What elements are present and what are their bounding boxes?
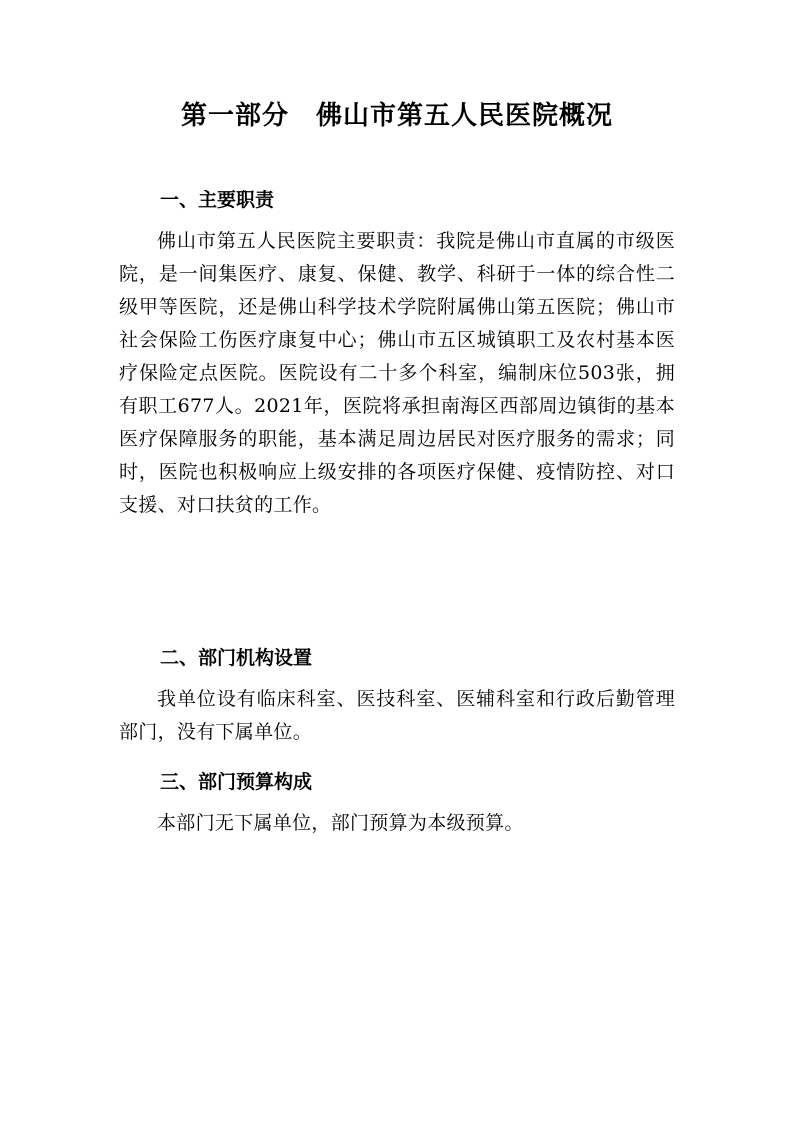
section-heading-budget-composition: 三、部门预算构成 <box>160 771 313 793</box>
section-body-budget-composition: 本部门无下属单位，部门预算为本级预算。 <box>157 812 524 834</box>
section-heading-organization: 二、部门机构设置 <box>160 647 313 669</box>
section-body-main-duties: 佛山市第五人民医院主要职责：我院是佛山市直属的市级医院，是一间集医疗、康复、保健、教学、科研于一体的综合性二级甲等医院，还是佛山科学技术学院附属佛山第五医院；佛山市社会保险工伤医疗康复中心；佛山市五区城镇职工及农村基本医疗保险定点医院。医院设有二十多个科室，编制床位503张，拥有职工677人。2021年，医院将承担南海区西部周边镇街的基本医疗保障服务的职能，基本满足周边居民对医疗服务的需求；同时，医院也积极响应上级安排的各项医疗保健、疫情防控、对口支援、对口扶贫的工作。 <box>119 230 675 516</box>
page-title: 第一部分 佛山市第五人民医院概况 <box>180 101 613 131</box>
section-heading-main-duties: 一、主要职责 <box>160 189 275 211</box>
section-body-organization: 我单位设有临床科室、医技科室、医辅科室和行政后勤管理部门，没有下属单位。 <box>119 688 675 743</box>
